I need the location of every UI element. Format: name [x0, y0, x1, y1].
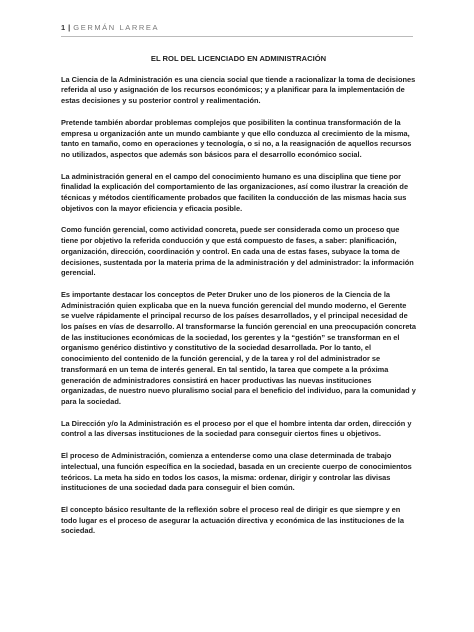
paragraph-2: Pretende también abordar problemas complejos que posibiliten la continua transformación de la empresa u organización ante un mundo cambiante y que ello conduzca al crecimiento de la misma, tanto en tamaño, como en operaciones y tecnología, o si no, a la reasignación de aquellos recursos no utilizados, aspectos que además son básicos para el desarrollo económico social.: [61, 117, 412, 159]
header-divider: [61, 36, 413, 37]
paragraph-8: El concepto básico resultante de la reflexión sobre el proceso real de dirigir es que siempre y en todo lugar es el proceso de asegurar la actuación directiva y económica de las instituciones de la sociedad.: [61, 504, 404, 536]
header-author: GERMÁN LARREA: [73, 23, 160, 32]
document-body: [61, 54, 416, 537]
paragraph-5: Es importante destacar los conceptos de Peter Druker uno de los pioneros de la Ciencia de la Administración quien explicaba que en la nueva función gerencial del mundo moderno, el Gerente se vuelve rápidamente el principal recurso de los países desarrollados, y el principal necesidad de los países en vías de desarrollo. Al transformarse la función gerencial en una preocupación concreta de las instituciones económicas de la sociedad, los gerentes y la “gestión” se transforman en el organismo genérico distintivo y constitutivo de la sociedad desarrollada. Por lo tanto, el conocimiento del contenido de la función gerencial, y de la tarea y rol del administrador se transformará en un tema de interés general. En tal sentido, la tarea que compete a la próxima generación de administradores consistirá en hacer productivas las nuevas instituciones organizadas, de nuestro nuevo pluralismo social para el beneficio del individuo, para la comunidad y para la sociedad.: [61, 289, 417, 406]
paragraph-7: El proceso de Administración, comienza a entenderse como una clase determinada de trabajo intelectual, una función específica en la sociedad, basada en un creciente cuerpo de conocimientos teóricos. La meta ha sido en todos los casos, la misma: ordenar, dirigir y controlar las divisas instituciones de una sociedad dada para conseguir el bien común.: [61, 451, 412, 493]
document-title: EL ROL DEL LICENCIADO EN ADMINISTRACIÓN: [150, 54, 327, 63]
paragraph-3: La administración general en el campo del conocimiento humano es una disciplina que tiene por finalidad la explicación del comportamiento de las organizaciones, así como ilustrar la creación de técnicas y métodos científicamente probados que faciliten la conducción de las mismas hacia sus objetivos con la mayor eficiencia y eficacia posible.: [61, 171, 409, 213]
page-number: 1: [61, 23, 66, 32]
page-header: [61, 23, 159, 32]
header-separator: |: [68, 23, 71, 32]
paragraph-4: Como función gerencial, como actividad concreta, puede ser considerada como un proceso que tiene por objetivo la referida conducción y que está compuesto de fases, a saber: planificación, organización, dirección, coordinación y control. En cada una de estas fases, subyace la toma de decisiones, sustentada por la materia prima de la administración y del administrador: la información gerencial.: [61, 225, 414, 278]
paragraph-6: La Dirección y/o la Administración es el proceso por el que el hombre intenta dar orden, dirección y control a las diversas instituciones de la sociedad para conseguir ciertos fines u objetivos.: [61, 418, 412, 439]
paragraph-1: La Ciencia de la Administración es una ciencia social que tiende a racionalizar la toma de decisiones referida al uso y asignación de los recursos económicos; y a planificar para la implementación de estas decisiones y su posterior control y realimentación.: [61, 74, 416, 106]
